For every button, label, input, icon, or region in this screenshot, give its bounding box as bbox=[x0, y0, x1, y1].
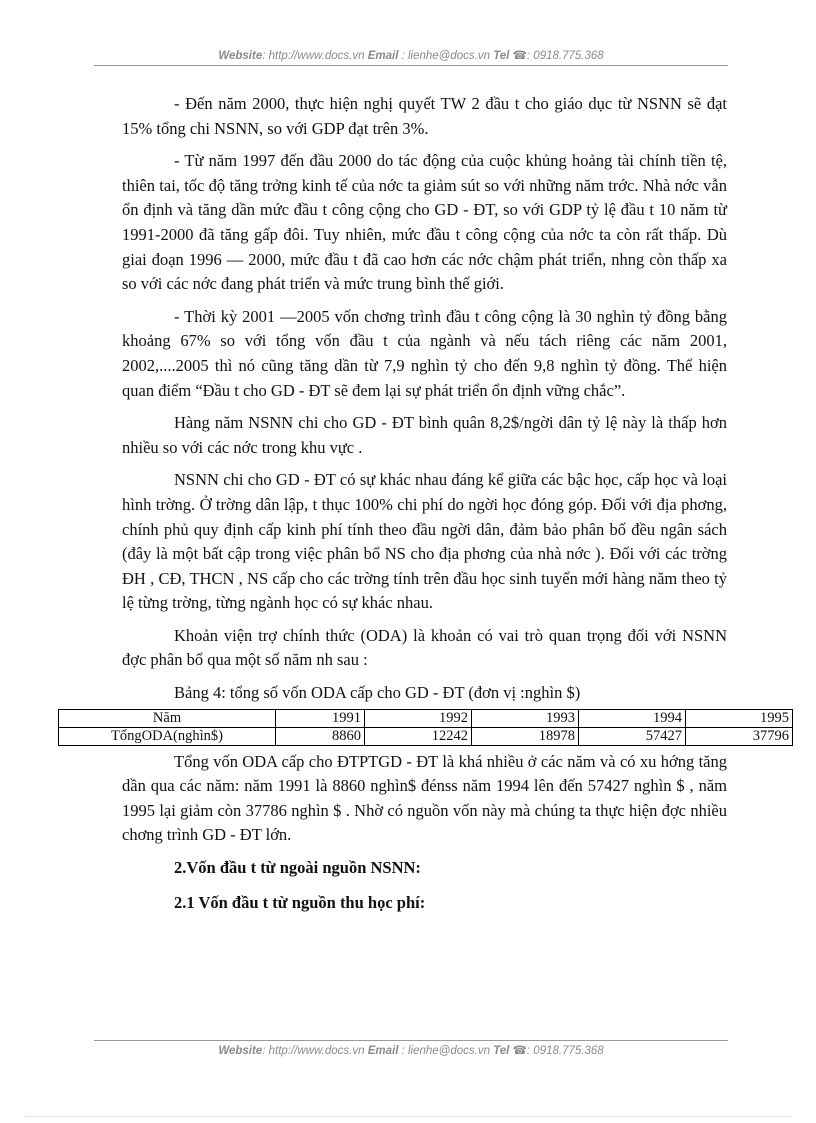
email-label: Email bbox=[367, 50, 399, 62]
table-row-years bbox=[59, 709, 793, 727]
paragraph-3: - Thời kỳ 2001 —2005 vốn chơng trình đầu t công cộng là 30 nghìn tỷ đồng bằng khoảng 67% so với tổng vốn đầu t của ngành và nếu tách riêng các năm 2001, 2002,....2005 thì nó cũng tăng dần từ 7,9 nghìn tỷ cho đến 9,8 nghìn tỷ đồng. Thể hiện quan điểm “Đầu t cho GD - ĐT sẽ đem lại sự phát triển ổn định vững chắc”. bbox=[122, 306, 727, 400]
table-cell-year: 1994 bbox=[579, 709, 686, 727]
paragraph-5: NSNN chi cho GD - ĐT có sự khác nhau đáng kể giữa các bậc học, cấp học và loại hình trờng. Ở trờng dân lập, t thục 100% chi phí do ngời học đóng góp. Đối với địa phơng, chính phủ quy định cấp kinh phí tính theo đầu ngời dân, đảm bảo phân bố đều ngân sách (đây là một bất cập trong việc phân bổ NS cho địa phơng của nhà nớc ). Đối với các trờng ĐH , CĐ, THCN , NS cấp cho các trờng tính trên đầu học sinh tuyển mới hàng năm theo tỷ lệ từng trờng, từng ngành học có sự khác nhau. bbox=[122, 470, 727, 613]
email-label: Email bbox=[367, 1045, 399, 1057]
table-row-values bbox=[59, 727, 793, 745]
section-heading-2-1: 2.1 Vốn đầu t từ nguồn thu học phí: bbox=[174, 892, 426, 912]
paragraph-2: - Từ năm 1997 đến đầu 2000 do tác động của cuộc khủng hoảng tài chính tiền tệ, thiên tai, tốc độ tăng trởng kinh tế của nớc ta giảm sút so với những năm trớc. Nhà nớc vẫn ổn định và tăng dần mức đầu t công cộng cho GD - ĐT, so với GDP tỷ lệ đầu t 10 năm từ 1991-2000 đã tăng gấp đôi. Tuy nhiên, mức đầu t công cộng của nớc ta còn rất thấp. Dù giai đoạn 1996 — 2000, mức đầu t đã cao hơn các nớc chậm phát triển, nhng còn thấp xa so với các nớc đang phát triển và mức trung bình thế giới. bbox=[122, 151, 727, 294]
table-cell-year: 1993 bbox=[472, 709, 579, 727]
email-value: : lienhe@docs.vn bbox=[401, 1045, 490, 1057]
page-footer bbox=[94, 1040, 728, 1057]
email-value: : lienhe@docs.vn bbox=[401, 50, 490, 62]
table-cell-year: 1992 bbox=[365, 709, 472, 727]
paragraph-4: Hàng năm NSNN chi cho GD - ĐT bình quân 8,2$/ngời dân tỷ lệ này là thấp hơn nhiều so với các nớc trong khu vực . bbox=[122, 413, 727, 457]
table-cell-value: 12242 bbox=[365, 727, 472, 745]
page-header bbox=[94, 48, 728, 66]
paragraph-6: Khoản viện trợ chính thức (ODA) là khoản có vai trò quan trọng đối với NSNN đợc phân bổ qua một số năm nh sau : bbox=[122, 625, 727, 670]
table-cell-value: 37796 bbox=[686, 727, 793, 745]
table-cell-year: 1995 bbox=[686, 709, 793, 727]
table-cell-value: 8860 bbox=[276, 727, 365, 745]
website-value: : http://www.docs.vn bbox=[262, 1045, 365, 1057]
tel-value: ☎: 0918.775.368 bbox=[512, 1045, 604, 1057]
paragraph-1: - Đến năm 2000, thực hiện nghị quyết TW 2 đầu t cho giáo dục từ NSNN sẽ đạt 15% tổng chi NSNN, so với GDP đạt trên 3%. bbox=[122, 94, 727, 138]
website-value: : http://www.docs.vn bbox=[262, 50, 365, 62]
paragraph-after-table: Tổng vốn ODA cấp cho ĐTPTGD - ĐT là khá nhiều ở các năm và có xu hớng tăng dần qua các năm: năm 1991 là 8860 nghìn$ đénss năm 1994 lên đến 57427 nghìn $ , năm 1995 lại giảm còn 37786 nghìn $ . Nhờ có nguồn vốn này mà chúng ta thực hiện đợc nhiều chơng trình GD - ĐT lớn. bbox=[122, 751, 727, 845]
section-heading-2: 2.Vốn đầu t từ ngoài nguồn NSNN: bbox=[174, 858, 421, 878]
document-body bbox=[111, 92, 789, 925]
website-label: Website bbox=[218, 1045, 263, 1057]
oda-table bbox=[58, 709, 793, 746]
page-bottom-divider bbox=[25, 1116, 791, 1117]
tel-label: Tel bbox=[493, 1045, 510, 1057]
table-row-label-oda: TổngODA(nghìn$) bbox=[59, 727, 276, 745]
tel-value: ☎: 0918.775.368 bbox=[512, 50, 604, 62]
table-row-label-year: Năm bbox=[59, 709, 276, 727]
table-cell-value: 18978 bbox=[472, 727, 579, 745]
table-cell-year: 1991 bbox=[276, 709, 365, 727]
tel-label: Tel bbox=[493, 50, 510, 62]
website-label: Website bbox=[218, 50, 263, 62]
table-cell-value: 57427 bbox=[579, 727, 686, 745]
table-caption: Bảng 4: tổng số vốn ODA cấp cho GD - ĐT (đơn vị :nghìn $) bbox=[174, 683, 581, 703]
